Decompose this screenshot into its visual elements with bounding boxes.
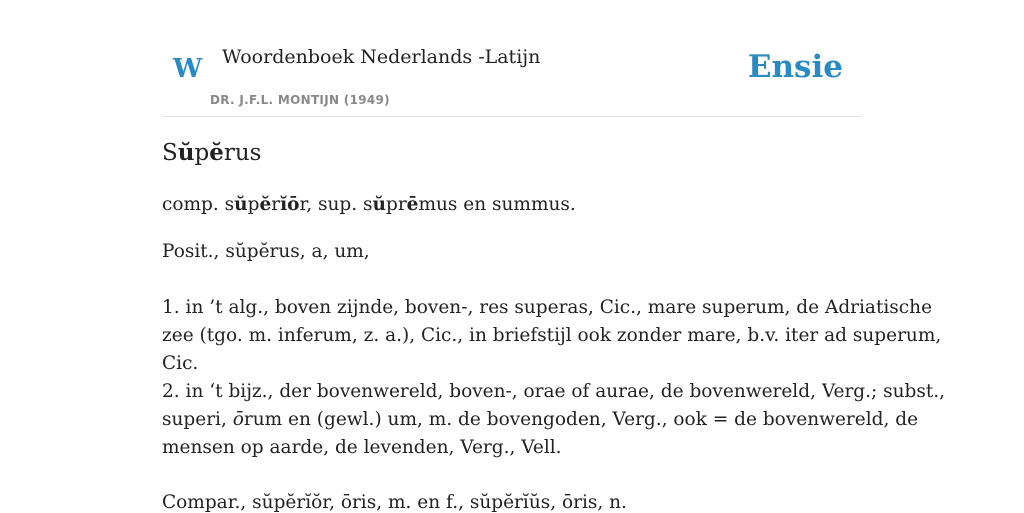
sense-2-line	[162, 409, 918, 430]
headword-part: p	[194, 140, 210, 166]
text-part: ĕ	[259, 194, 272, 215]
headword-part: S	[162, 140, 178, 166]
dictionary-author: DR. J.F.L. MONTIJN (1949)	[210, 93, 390, 107]
text-part: ŭ	[372, 194, 386, 215]
text-part: p	[247, 194, 260, 215]
text-part: ō	[232, 409, 244, 430]
text-part: rum en (gewl.) um, m. de bovengoden, Verg., ook = de bovenwereld, de	[243, 409, 919, 430]
comparative-form: Compar., sŭpĕrĭŏr, ōris, m. en f., sŭpĕrĭŭs, ōris, n.	[162, 492, 627, 513]
headword	[162, 139, 262, 166]
text-part: mus en summus.	[418, 194, 576, 215]
text-part: ĭ	[280, 194, 288, 215]
text-part: ŭ	[234, 194, 248, 215]
ensie-logo[interactable]: Ensie	[747, 49, 843, 85]
sense-2-line: mensen op aarde, de levenden, Verg., Vell.	[162, 437, 562, 458]
text-part: r	[271, 194, 281, 215]
comparison-forms	[162, 194, 576, 215]
dictionary-header	[162, 40, 862, 117]
text-part: pr	[385, 194, 407, 215]
positive-form: Posit., sŭpĕrus, a, um,	[162, 241, 370, 262]
dictionary-logo-icon[interactable]: W	[173, 54, 203, 84]
sense-1-line: 1. in ’t alg., boven zijnde, boven-, res superas, Cic., mare superum, de Adriatische	[162, 297, 933, 318]
sense-1-line: zee (tgo. m. inferum, z. a.), Cic., in briefstijl ook zonder mare, b.v. iter ad superum,	[162, 325, 942, 346]
sense-2-line: 2. in ‘t bijz., der bovenwereld, boven-, orae of aurae, de bovenwereld, Verg.; subst.,	[162, 381, 946, 402]
headword-part: ĕ	[209, 139, 224, 166]
text-part: superi,	[162, 409, 233, 430]
text-part: comp. s	[162, 194, 235, 215]
headword-part: rus	[223, 140, 262, 166]
text-part: ō	[287, 194, 300, 215]
sense-1-line: Cic.	[162, 353, 199, 374]
dictionary-title[interactable]: Woordenboek Nederlands -Latijn	[222, 46, 541, 68]
text-part: ē	[406, 194, 419, 215]
text-part: r, sup. s	[299, 194, 373, 215]
headword-part: ŭ	[177, 139, 195, 166]
